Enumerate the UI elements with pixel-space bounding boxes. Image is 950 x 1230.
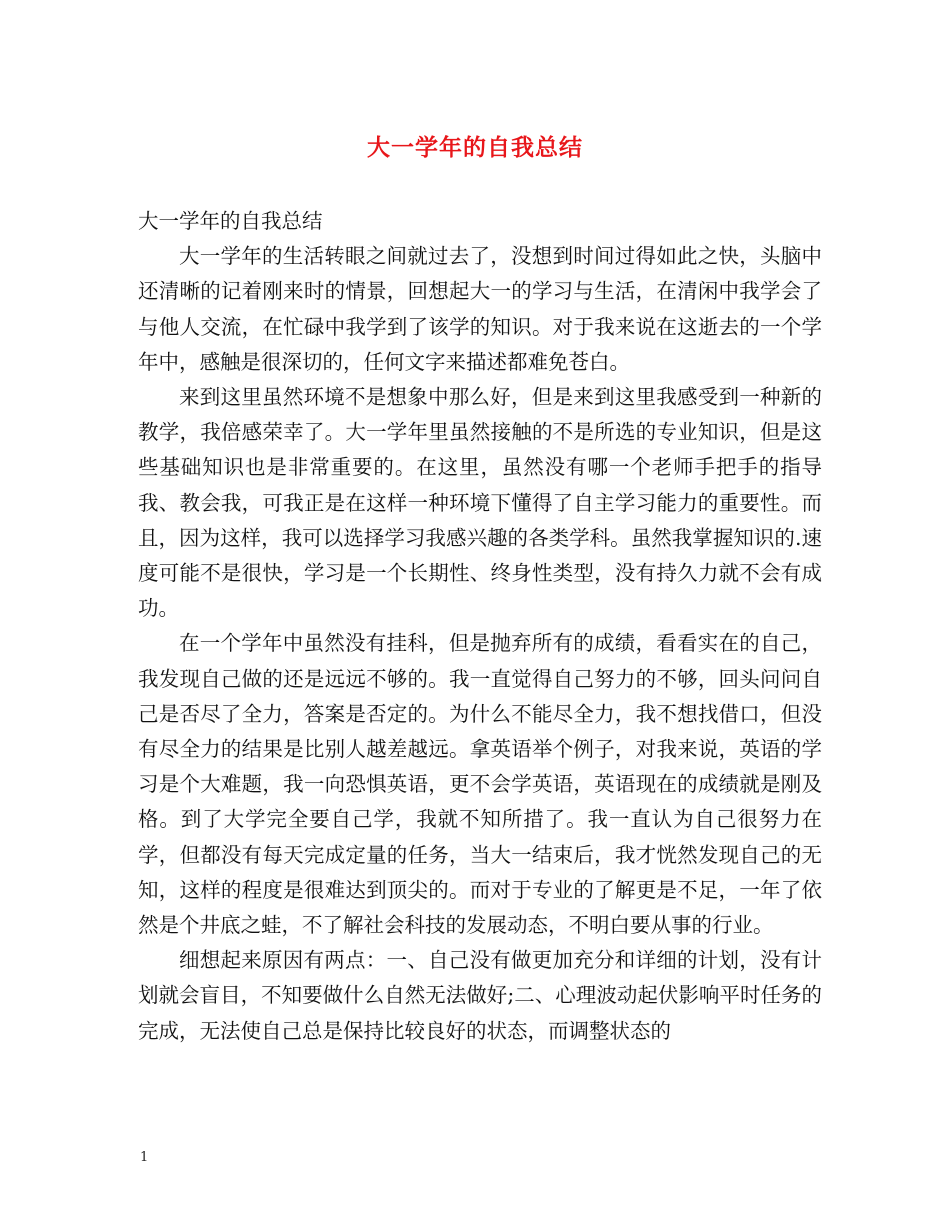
section-heading: 大一学年的自我总结 (138, 209, 323, 233)
paragraph-1: 大一学年的生活转眼之间就过去了，没想到时间过得如此之快，头脑中还清晰的记着刚来时的情景，回想起大一的学习与生活，在清闲中我学会了与他人交流，在忙碌中我学到了该学的知识。对于我来说在这逝去的一个学年中，感触是很深切的，任何文字来描述都难免苍白。 (138, 244, 822, 374)
paragraph-2: 来到这里虽然环境不是想象中那么好，但是来到这里我感受到一种新的教学，我倍感荣幸了。大一学年里虽然接触的不是所选的专业知识，但是这些基础知识也是非常重要的。在这里，虽然没有哪一个老师手把手的指导我、教会我，可我正是在这样一种环境下懂得了自主学习能力的重要性。而且，因为这样，我可以选择学习我感兴趣的各类学科。虽然我掌握知识的.速度可能不是很快，学习是一个长期性、终身性类型，没有持久力就不会有成功。 (138, 385, 822, 621)
paragraph-4: 细想起来原因有两点：一、自己没有做更加充分和详细的计划，没有计划就会盲目，不知要做什么自然无法做好;二、心理波动起伏影响平时任务的完成，无法使自己总是保持比较良好的状态，而调整状态的 (138, 948, 822, 1043)
paragraph-3: 在一个学年中虽然没有挂科，但是抛弃所有的成绩，看看实在的自己，我发现自己做的还是远远不够的。我一直觉得自己努力的不够，回头问问自己是否尽了全力，答案是否定的。为什么不能尽全力，我不想找借口，但没有尽全力的结果是比别人越差越远。拿英语举个例子，对我来说，英语的学习是个大难题，我一向恐惧英语，更不会学英语，英语现在的成绩就是刚及格。到了大学完全要自己学，我就不知所措了。我一直认为自己很努力在学，但都没有每天完成定量的任务，当大一结束后，我才恍然发现自己的无知，这样的程度是很难达到顶尖的。而对于专业的了解更是不足，一年了依然是个井底之蛙，不了解社会科技的发展动态，不明白要从事的行业。 (138, 631, 822, 938)
page-number: 1 (140, 1150, 149, 1165)
document-title: 大一学年的自我总结 (367, 134, 583, 161)
document-body (138, 204, 822, 1049)
